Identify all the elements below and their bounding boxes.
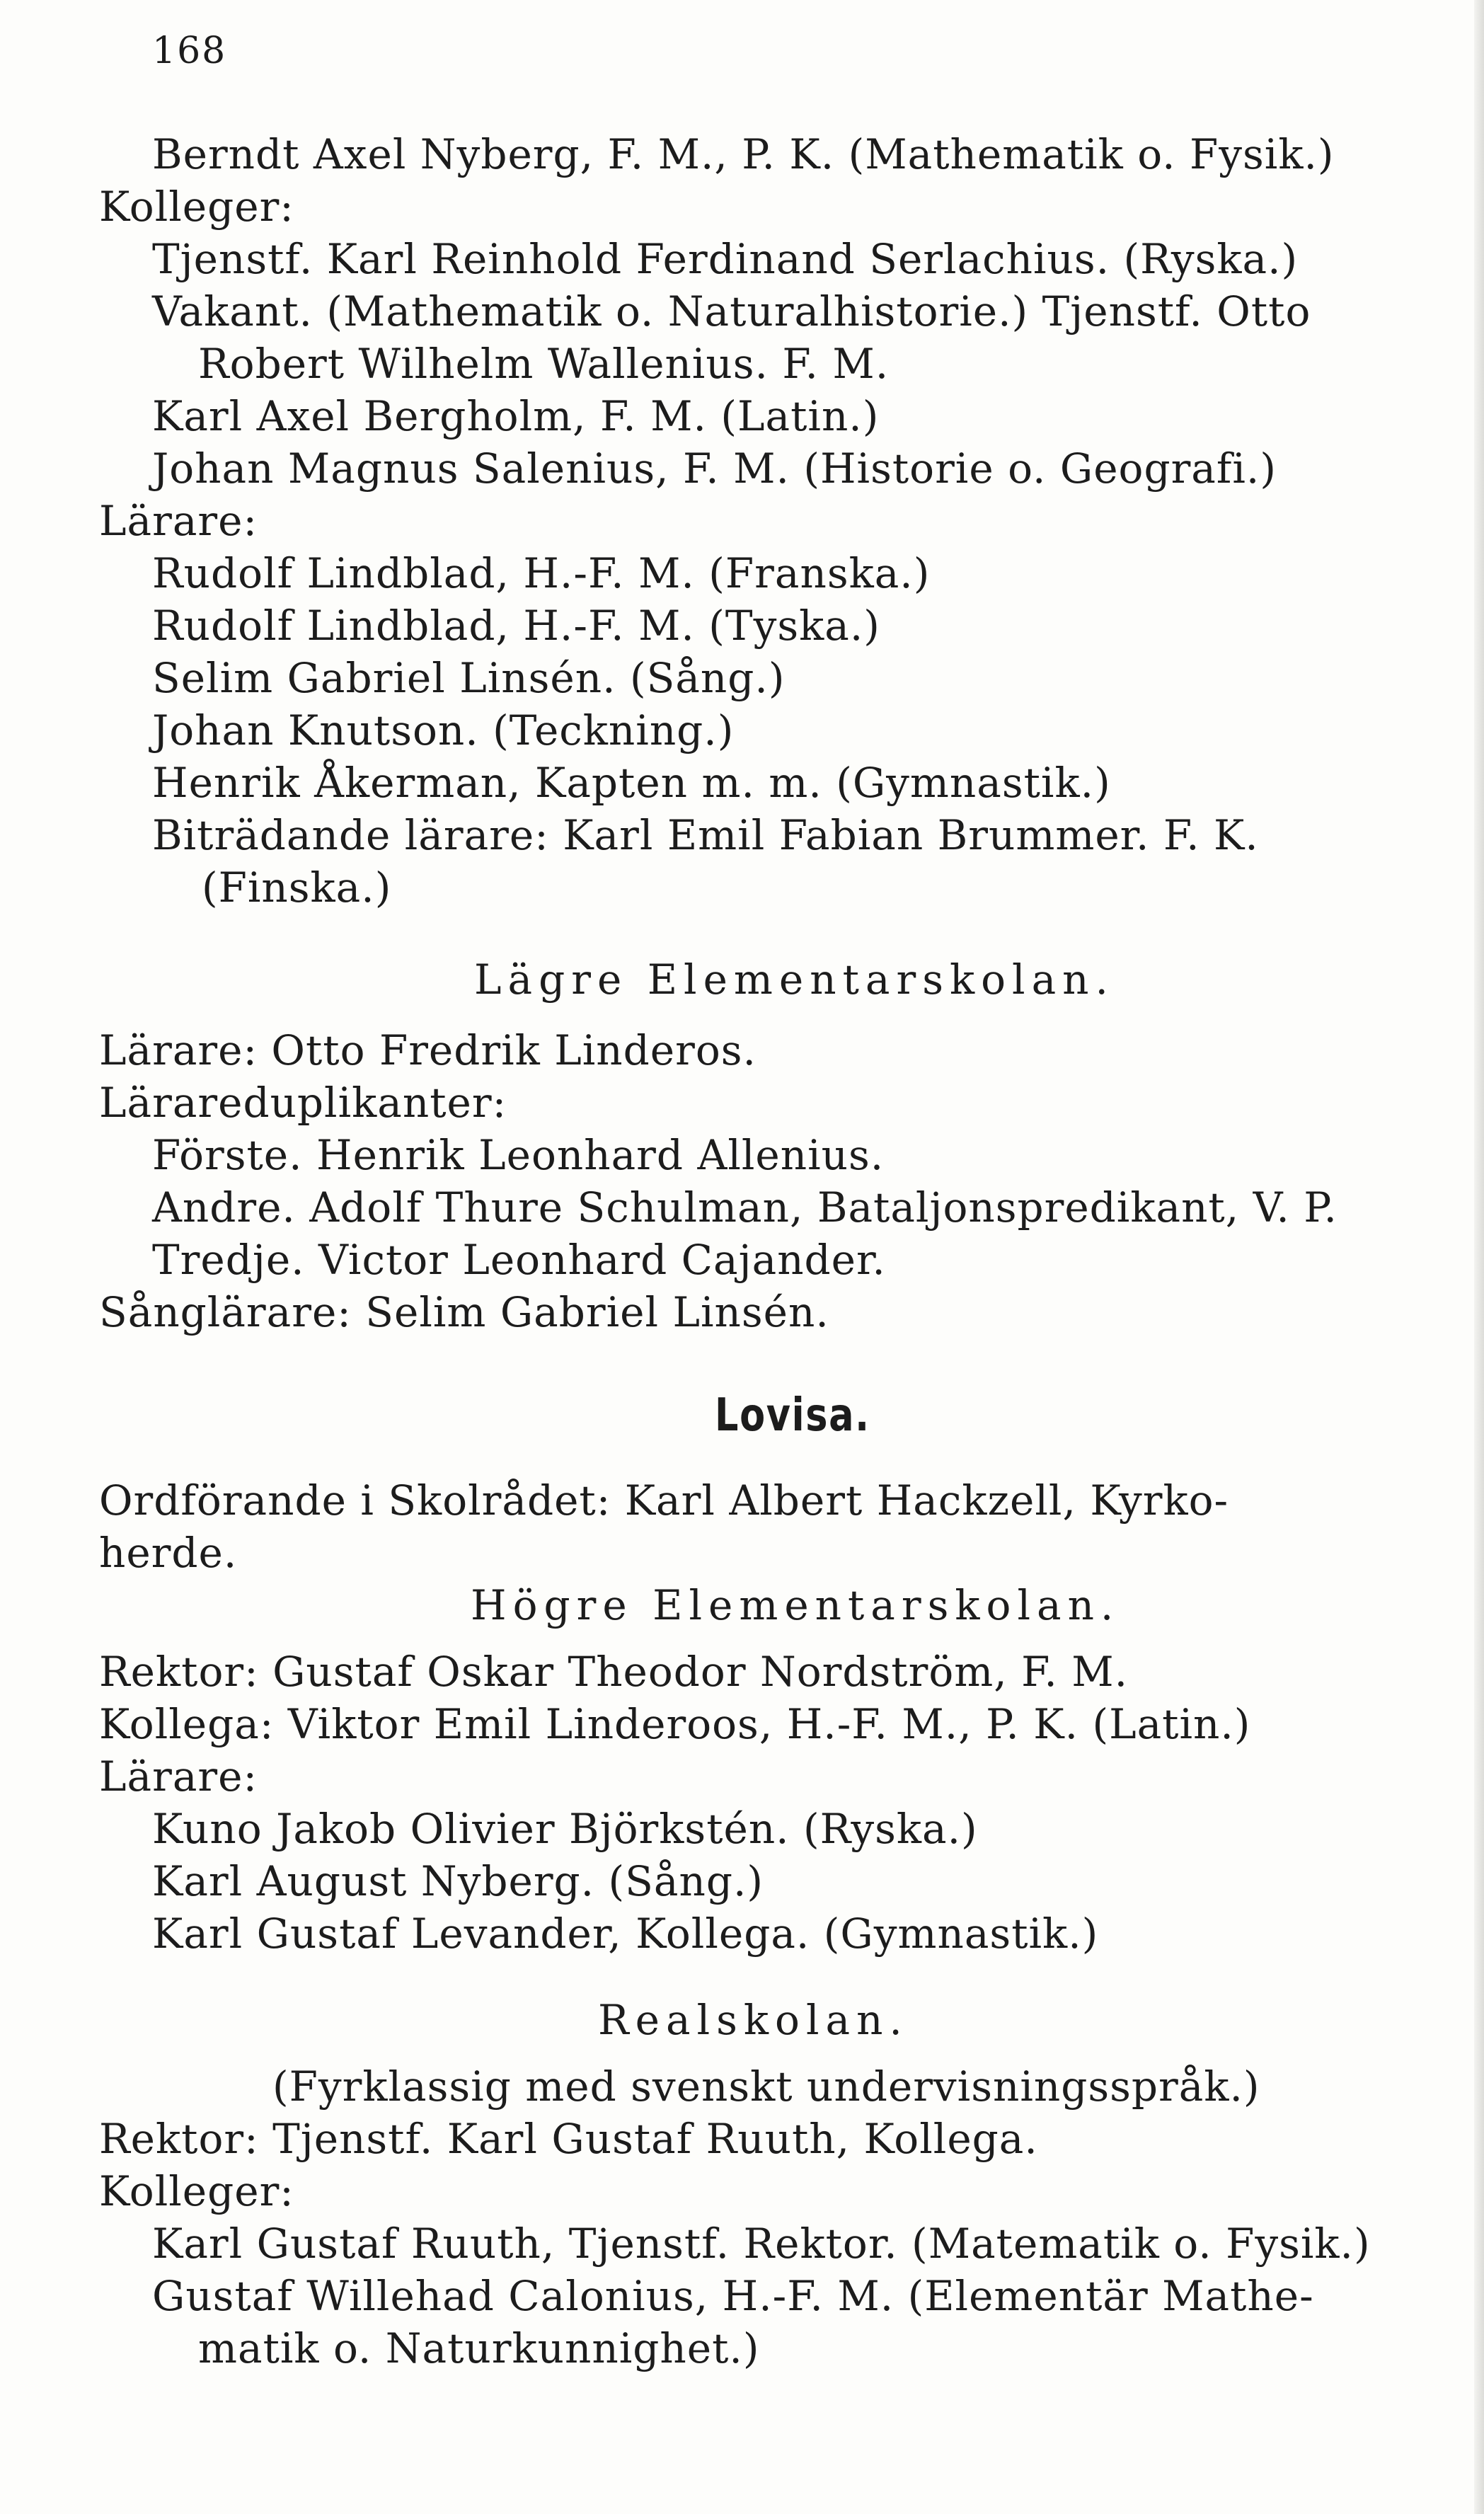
text-line: Tredje. Victor Leonhard Cajander. [152,1236,886,1284]
text-line: matik o. Naturkunnighet.) [198,2324,760,2372]
subheading: (Fyrklassig med svenskt undervisningsspråk.) [272,2062,1260,2111]
text-line: Robert Wilhelm Wallenius. F. M. [198,340,890,388]
section-label: Kolleger: [99,183,294,231]
text-line: Förste. Henrik Leonhard Allenius. [152,1131,885,1179]
page-number: 168 [152,30,227,72]
text-line: Lärare: Otto Fredrik Linderos. [99,1026,757,1074]
text-line: herde. [99,1529,238,1577]
text-line: Karl Gustaf Levander, Kollega. (Gymnastik.) [152,1910,1099,1958]
section-label: Kolleger: [99,2167,294,2215]
text-line: Biträdande lärare: Karl Emil Fabian Brummer. F. K. [152,811,1259,859]
section-heading: Realskolan. [598,1996,909,2044]
text-line: Henrik Åkerman, Kapten m. m. (Gymnastik.) [152,759,1111,807]
text-line: Kuno Jakob Olivier Björkstén. (Ryska.) [152,1805,978,1853]
text-line: Karl August Nyberg. (Sång.) [152,1857,764,1905]
text-line: Karl Axel Bergholm, F. M. (Latin.) [152,392,880,440]
text-line: Selim Gabriel Linsén. (Sång.) [152,654,786,702]
text-line: Sånglärare: Selim Gabriel Linsén. [99,1288,829,1336]
text-line: Kollega: Viktor Emil Linderoos, H.-F. M., P. K. (Latin.) [99,1700,1251,1748]
text-line: Tjenstf. Karl Reinhold Ferdinand Serlachius. (Ryska.) [152,235,1299,283]
text-line: Rudolf Lindblad, H.-F. M. (Tyska.) [152,602,880,650]
section-heading: Högre Elementarskolan. [471,1581,1120,1629]
text-line: Gustaf Willehad Calonius, H.-F. M. (Elementär Mathe- [152,2272,1314,2320]
text-line: Rektor: Gustaf Oskar Theodor Nordström, F. M. [99,1648,1129,1696]
text-line: Rudolf Lindblad, H.-F. M. (Franska.) [152,549,931,597]
section-label: Lärare: [99,497,258,545]
text-line: Johan Magnus Salenius, F. M. (Historie o. Geografi.) [152,444,1277,493]
text-line: Karl Gustaf Ruuth, Tjenstf. Rektor. (Matematik o. Fysik.) [152,2220,1371,2268]
text-line: Rektor: Tjenstf. Karl Gustaf Ruuth, Kollega. [99,2115,1038,2163]
text-line: Andre. Adolf Thure Schulman, Bataljonspredikant, V. P. [152,1183,1338,1232]
text-line: (Finska.) [202,863,392,912]
text-line: Johan Knutson. (Teckning.) [152,706,735,754]
section-label: Lärareduplikanter: [99,1079,507,1127]
text-line: Berndt Axel Nyberg, F. M., P. K. (Mathematik o. Fysik.) [152,130,1335,178]
town-title: Lovisa. [715,1389,870,1442]
page-edge [1474,0,1484,2514]
section-heading: Lägre Elementarskolan. [474,955,1115,1004]
text-line: Vakant. (Mathematik o. Naturalhistorie.) Tjenstf. Otto [152,287,1311,335]
section-label: Lärare: [99,1752,258,1801]
text-line: Ordförande i Skolrådet: Karl Albert Hackzell, Kyrko- [99,1476,1229,1525]
